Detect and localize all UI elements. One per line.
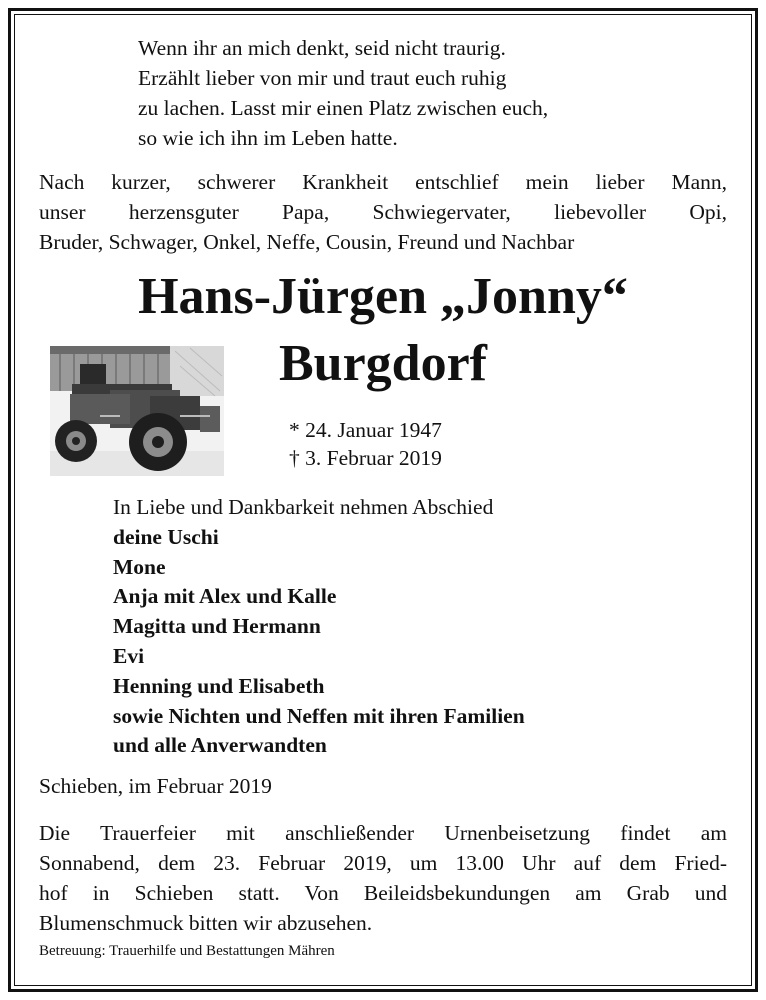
mourner-name: Anja mit Alex und Kalle xyxy=(113,584,337,609)
mourner-name: Evi xyxy=(113,643,145,668)
intro-line: unser herzensguter Papa, Schwiegervater, liebevoller Opi, xyxy=(39,200,727,224)
ceremony-line: Blumenschmuck bitten wir abzusehen. xyxy=(39,911,373,935)
mourner-name: Magitta und Hermann xyxy=(113,614,321,639)
deceased-name-line2: Burgdorf xyxy=(279,335,487,392)
birth-date: * 24. Januar 1947 xyxy=(289,418,442,442)
poem-line: zu lachen. Lasst mir einen Platz zwischen euch, xyxy=(138,96,549,120)
mourners-intro: In Liebe und Dankbarkeit nehmen Abschied xyxy=(113,495,494,519)
intro-line: Nach kurzer, schwerer Krankheit entschlief mein lieber Mann, xyxy=(39,170,727,194)
life-dates xyxy=(289,416,442,472)
funeral-home-credit: Betreuung: Trauerhilfe und Bestattungen Mähren xyxy=(39,943,335,959)
deceased-name-line1: Hans-Jürgen „Jonny“ xyxy=(138,268,628,325)
mourner-name: und alle Anverwandten xyxy=(113,733,327,758)
ceremony-line: Die Trauerfeier mit anschließender Urnenbeisetzung findet am xyxy=(39,821,727,845)
ceremony-line: Sonnabend, dem 23. Februar 2019, um 13.00 Uhr auf dem Fried- xyxy=(39,851,727,875)
funeral-ceremony-info xyxy=(39,818,727,938)
mourner-name: Henning und Elisabeth xyxy=(113,673,325,698)
death-announcement-intro xyxy=(39,167,727,257)
mourners-list xyxy=(113,493,525,761)
poem-line: so wie ich ihn im Leben hatte. xyxy=(138,126,398,150)
poem-line: Erzählt lieber von mir und traut euch ruhig xyxy=(138,66,507,90)
poem-line: Wenn ihr an mich denkt, seid nicht traurig. xyxy=(138,36,506,60)
poem xyxy=(138,33,548,153)
death-date: † 3. Februar 2019 xyxy=(289,446,442,470)
place-and-date: Schieben, im Februar 2019 xyxy=(39,774,272,798)
intro-line: Bruder, Schwager, Onkel, Neffe, Cousin, Freund und Nachbar xyxy=(39,230,575,254)
tractor-illustration xyxy=(50,346,224,476)
mourner-name: sowie Nichten und Neffen mit ihren Familien xyxy=(113,703,525,728)
tractor-photo xyxy=(50,346,224,476)
ceremony-line: hof in Schieben statt. Von Beileidsbekundungen am Grab und xyxy=(39,881,727,905)
mourner-name: deine Uschi xyxy=(113,524,219,549)
mourner-name: Mone xyxy=(113,554,166,579)
